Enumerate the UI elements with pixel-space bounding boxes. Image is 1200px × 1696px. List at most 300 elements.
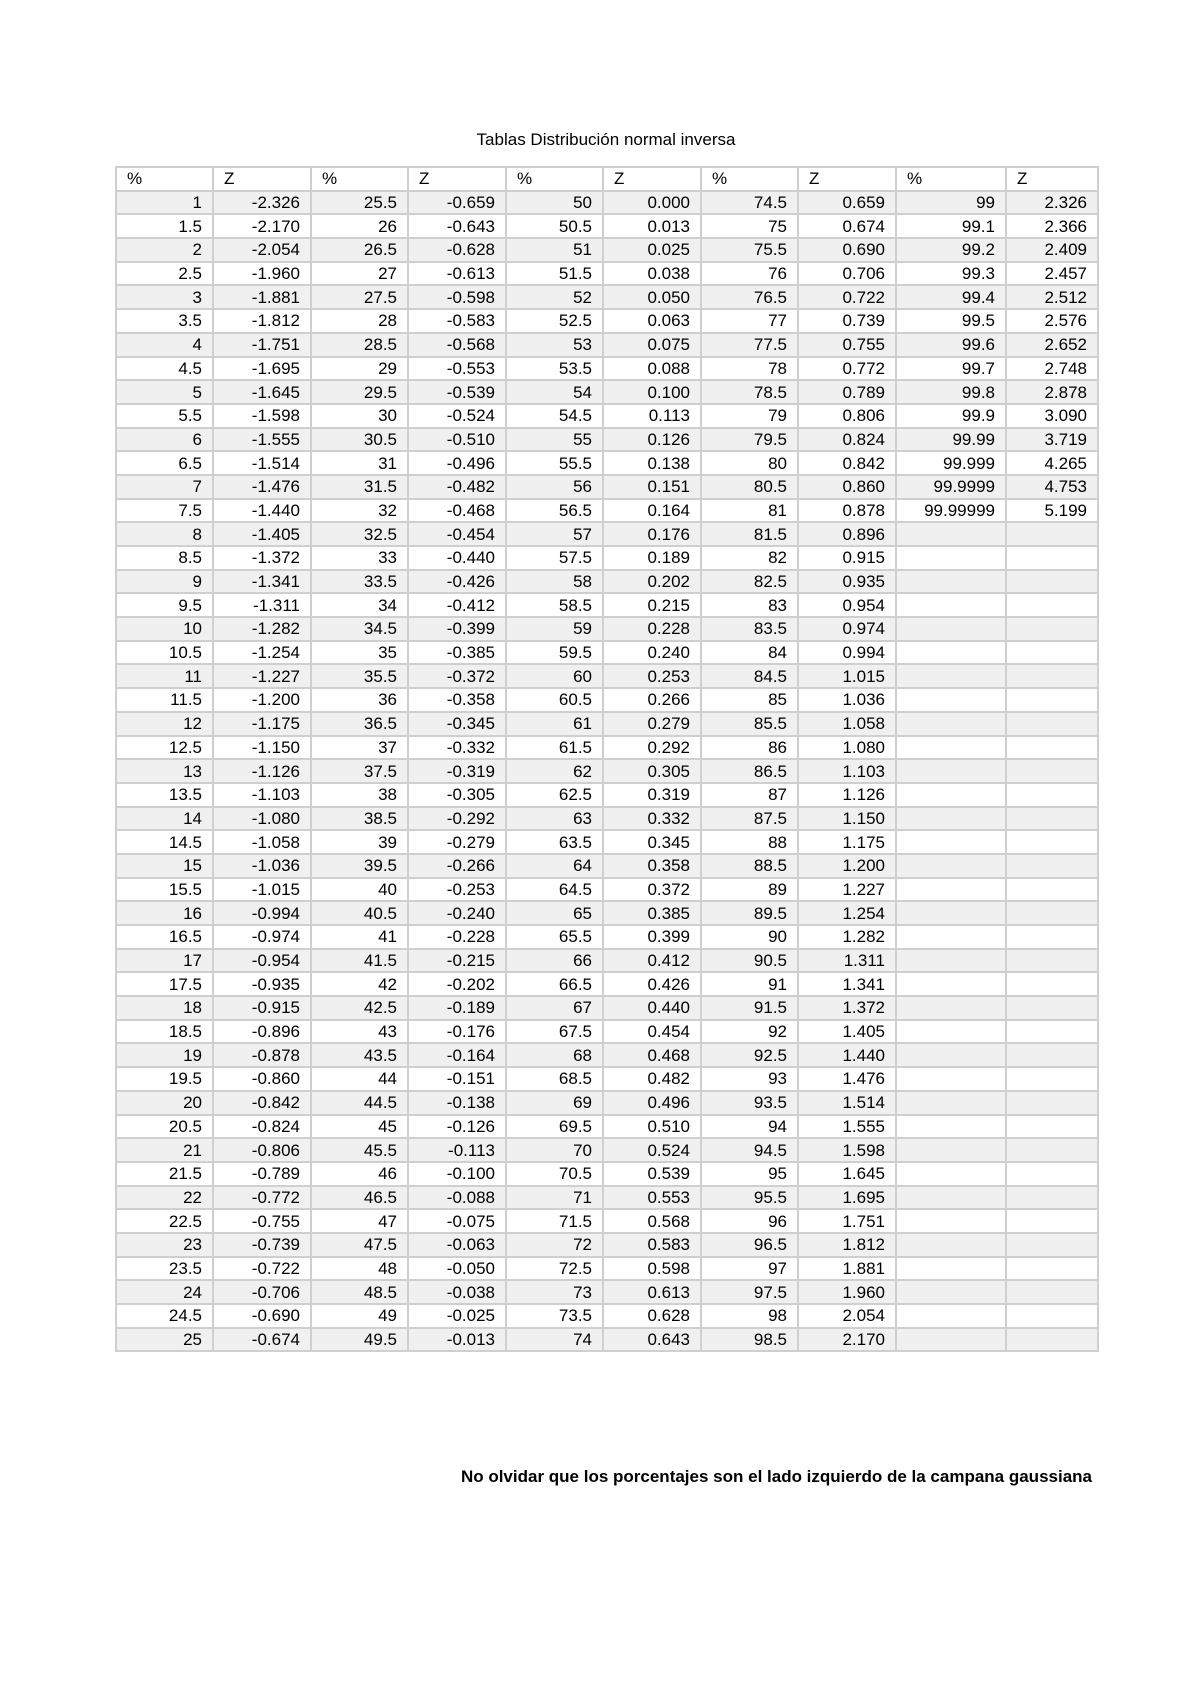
z-cell: -0.598 [408,285,506,309]
percent-cell [896,759,1006,783]
z-cell: 0.496 [603,1091,701,1115]
z-cell: 0.628 [603,1304,701,1328]
percent-cell: 93 [701,1067,798,1091]
z-cell [1006,570,1098,594]
percent-cell: 74.5 [701,191,798,215]
percent-cell: 63 [506,807,603,831]
z-cell: 1.405 [798,1020,896,1044]
header-z: Z [603,167,701,191]
z-cell: -0.332 [408,736,506,760]
table-row [116,712,1098,736]
z-cell: -0.113 [408,1138,506,1162]
percent-cell: 46 [311,1162,408,1186]
z-cell: -0.358 [408,688,506,712]
table-row [116,1067,1098,1091]
z-cell: -0.189 [408,996,506,1020]
percent-cell [896,949,1006,973]
percent-cell: 70.5 [506,1162,603,1186]
percent-cell: 26.5 [311,238,408,262]
header-z: Z [408,167,506,191]
z-cell: 1.341 [798,972,896,996]
z-cell: 0.038 [603,262,701,286]
z-cell: 2.054 [798,1304,896,1328]
percent-cell: 79.5 [701,428,798,452]
header-z: Z [1006,167,1098,191]
percent-cell: 97 [701,1257,798,1281]
z-cell [1006,830,1098,854]
z-cell: -1.372 [213,546,311,570]
z-cell: -2.170 [213,214,311,238]
z-cell: -1.341 [213,570,311,594]
percent-cell: 73.5 [506,1304,603,1328]
z-cell [1006,688,1098,712]
z-cell: 0.399 [603,925,701,949]
percent-cell [896,807,1006,831]
z-cell: -0.279 [408,830,506,854]
z-cell [1006,854,1098,878]
z-cell: 0.088 [603,357,701,381]
percent-cell [896,1257,1006,1281]
z-cell: -0.583 [408,309,506,333]
table-row [116,1138,1098,1162]
percent-cell: 29.5 [311,380,408,404]
z-cell [1006,1280,1098,1304]
percent-cell: 27.5 [311,285,408,309]
inverse-normal-table [115,166,1099,1352]
percent-cell: 89.5 [701,901,798,925]
percent-cell: 3.5 [116,309,213,333]
percent-cell: 22 [116,1186,213,1210]
percent-cell: 34.5 [311,617,408,641]
z-cell: 0.454 [603,1020,701,1044]
table-header-row [116,167,1098,191]
z-cell: -0.789 [213,1162,311,1186]
z-cell: -0.138 [408,1091,506,1115]
percent-cell: 99.1 [896,214,1006,238]
z-cell: -1.881 [213,285,311,309]
percent-cell: 67.5 [506,1020,603,1044]
table-row [116,1186,1098,1210]
z-cell: 5.199 [1006,499,1098,523]
z-cell: -0.292 [408,807,506,831]
percent-cell: 13.5 [116,783,213,807]
z-cell [1006,1115,1098,1139]
z-cell: 0.164 [603,499,701,523]
percent-cell [896,1209,1006,1233]
z-cell: 0.113 [603,404,701,428]
z-cell: 0.202 [603,570,701,594]
percent-cell: 78.5 [701,380,798,404]
table-row [116,1091,1098,1115]
z-cell: 0.345 [603,830,701,854]
z-cell: 0.440 [603,996,701,1020]
z-cell: -0.426 [408,570,506,594]
z-cell: -1.812 [213,309,311,333]
z-cell: 1.126 [798,783,896,807]
percent-cell: 88.5 [701,854,798,878]
table-row [116,783,1098,807]
percent-cell [896,1304,1006,1328]
percent-cell: 26 [311,214,408,238]
percent-cell: 28 [311,309,408,333]
z-cell: 1.080 [798,736,896,760]
z-cell: 0.189 [603,546,701,570]
percent-cell: 76.5 [701,285,798,309]
percent-cell: 99.5 [896,309,1006,333]
percent-cell: 94.5 [701,1138,798,1162]
z-cell: -0.063 [408,1233,506,1257]
z-cell [1006,1233,1098,1257]
z-cell: 0.896 [798,522,896,546]
z-cell: 1.372 [798,996,896,1020]
table-row [116,617,1098,641]
z-cell: 1.015 [798,664,896,688]
z-cell: -0.628 [408,238,506,262]
z-cell [1006,712,1098,736]
z-cell: -0.482 [408,475,506,499]
table-row [116,404,1098,428]
percent-cell: 48 [311,1257,408,1281]
percent-cell: 66 [506,949,603,973]
z-cell: -0.842 [213,1091,311,1115]
percent-cell: 99 [896,191,1006,215]
percent-cell: 23.5 [116,1257,213,1281]
z-cell: 0.305 [603,759,701,783]
z-cell: -0.176 [408,1020,506,1044]
z-cell: 1.150 [798,807,896,831]
z-cell: 1.476 [798,1067,896,1091]
percent-cell: 81.5 [701,522,798,546]
table-row [116,996,1098,1020]
z-cell: -0.772 [213,1186,311,1210]
percent-cell [896,593,1006,617]
header-z: Z [798,167,896,191]
percent-cell: 2.5 [116,262,213,286]
percent-cell [896,1020,1006,1044]
z-cell: 0.842 [798,451,896,475]
percent-cell: 99.4 [896,285,1006,309]
z-cell [1006,522,1098,546]
percent-cell [896,664,1006,688]
z-cell: 1.227 [798,878,896,902]
percent-cell: 40.5 [311,901,408,925]
percent-cell: 31 [311,451,408,475]
z-cell: 4.753 [1006,475,1098,499]
table-row [116,949,1098,973]
percent-cell: 95.5 [701,1186,798,1210]
percent-cell: 60 [506,664,603,688]
percent-cell [896,736,1006,760]
z-cell: 0.332 [603,807,701,831]
percent-cell: 46.5 [311,1186,408,1210]
percent-cell: 53.5 [506,357,603,381]
percent-cell: 88 [701,830,798,854]
z-cell: 0.215 [603,593,701,617]
z-cell: -0.345 [408,712,506,736]
percent-cell: 36 [311,688,408,712]
z-cell [1006,1138,1098,1162]
percent-cell: 47.5 [311,1233,408,1257]
table-row [116,214,1098,238]
z-cell: -0.013 [408,1328,506,1352]
percent-cell: 41 [311,925,408,949]
percent-cell: 83.5 [701,617,798,641]
z-cell: 4.265 [1006,451,1098,475]
percent-cell: 4 [116,333,213,357]
percent-cell: 85.5 [701,712,798,736]
percent-cell: 30 [311,404,408,428]
percent-cell: 54 [506,380,603,404]
percent-cell: 7 [116,475,213,499]
percent-cell: 99.99 [896,428,1006,452]
table-row [116,664,1098,688]
z-cell: 1.812 [798,1233,896,1257]
z-cell: 2.326 [1006,191,1098,215]
percent-cell: 82 [701,546,798,570]
percent-cell: 65 [506,901,603,925]
z-cell: 0.138 [603,451,701,475]
z-cell [1006,1020,1098,1044]
page-title: Tablas Distribución normal inversa [476,130,736,149]
z-cell: 1.175 [798,830,896,854]
z-cell: 1.036 [798,688,896,712]
percent-cell: 19.5 [116,1067,213,1091]
z-cell: 0.789 [798,380,896,404]
percent-cell: 96 [701,1209,798,1233]
percent-cell: 98 [701,1304,798,1328]
z-cell: 3.719 [1006,428,1098,452]
percent-cell: 5 [116,380,213,404]
z-cell: 0.151 [603,475,701,499]
percent-cell: 91.5 [701,996,798,1020]
percent-cell: 28.5 [311,333,408,357]
z-cell: 2.457 [1006,262,1098,286]
z-cell: 0.385 [603,901,701,925]
percent-cell: 37.5 [311,759,408,783]
percent-cell: 52 [506,285,603,309]
percent-cell: 33 [311,546,408,570]
z-cell [1006,1186,1098,1210]
z-cell [1006,807,1098,831]
percent-cell: 60.5 [506,688,603,712]
table-row [116,451,1098,475]
z-cell: -1.695 [213,357,311,381]
z-cell: 0.266 [603,688,701,712]
z-cell: -0.496 [408,451,506,475]
table-row [116,1257,1098,1281]
percent-cell: 71 [506,1186,603,1210]
z-cell: -0.253 [408,878,506,902]
z-cell: 0.613 [603,1280,701,1304]
percent-cell: 84 [701,641,798,665]
z-cell: -0.954 [213,949,311,973]
percent-cell: 15 [116,854,213,878]
percent-cell: 30.5 [311,428,408,452]
percent-cell: 45.5 [311,1138,408,1162]
z-cell: -0.454 [408,522,506,546]
z-cell: 0.050 [603,285,701,309]
percent-cell: 58.5 [506,593,603,617]
percent-cell: 61 [506,712,603,736]
z-cell: -0.075 [408,1209,506,1233]
z-cell [1006,972,1098,996]
percent-cell: 22.5 [116,1209,213,1233]
percent-cell: 50 [506,191,603,215]
z-cell: 0.915 [798,546,896,570]
z-cell: 0.598 [603,1257,701,1281]
percent-cell: 32 [311,499,408,523]
percent-cell: 16.5 [116,925,213,949]
z-cell: -0.755 [213,1209,311,1233]
percent-cell: 80 [701,451,798,475]
percent-cell: 68.5 [506,1067,603,1091]
percent-cell: 39 [311,830,408,854]
percent-cell: 1.5 [116,214,213,238]
z-cell: -1.311 [213,593,311,617]
percent-cell: 72.5 [506,1257,603,1281]
percent-cell: 59 [506,617,603,641]
z-cell: 0.524 [603,1138,701,1162]
z-cell [1006,925,1098,949]
percent-cell: 18 [116,996,213,1020]
z-cell: 0.659 [798,191,896,215]
percent-cell: 20 [116,1091,213,1115]
percent-cell: 52.5 [506,309,603,333]
z-cell: -0.228 [408,925,506,949]
z-cell: -0.706 [213,1280,311,1304]
z-cell: 2.878 [1006,380,1098,404]
z-cell: 0.253 [603,664,701,688]
percent-cell: 20.5 [116,1115,213,1139]
z-cell: 0.013 [603,214,701,238]
percent-cell: 51.5 [506,262,603,286]
percent-cell: 7.5 [116,499,213,523]
percent-cell: 75 [701,214,798,238]
z-cell [1006,593,1098,617]
percent-cell: 53 [506,333,603,357]
z-cell: 1.960 [798,1280,896,1304]
z-cell: 0.000 [603,191,701,215]
z-cell: -1.200 [213,688,311,712]
header-z: Z [213,167,311,191]
z-cell: -1.751 [213,333,311,357]
z-cell: 0.974 [798,617,896,641]
percent-cell: 19 [116,1043,213,1067]
percent-cell [896,1162,1006,1186]
z-cell: -1.440 [213,499,311,523]
header-percent: % [701,167,798,191]
percent-cell [896,570,1006,594]
percent-cell: 10 [116,617,213,641]
percent-cell: 2 [116,238,213,262]
table-row [116,570,1098,594]
percent-cell: 54.5 [506,404,603,428]
percent-cell: 83 [701,593,798,617]
percent-cell: 96.5 [701,1233,798,1257]
z-cell: 0.824 [798,428,896,452]
percent-cell: 12.5 [116,736,213,760]
z-cell: -1.476 [213,475,311,499]
z-cell: -0.994 [213,901,311,925]
table-row [116,641,1098,665]
percent-cell [896,1115,1006,1139]
table-row [116,1115,1098,1139]
z-cell: 0.553 [603,1186,701,1210]
table-row [116,925,1098,949]
z-cell [1006,1328,1098,1352]
z-cell [1006,546,1098,570]
z-cell: -0.440 [408,546,506,570]
percent-cell [896,1280,1006,1304]
percent-cell [896,1138,1006,1162]
z-cell: 0.954 [798,593,896,617]
z-cell [1006,1067,1098,1091]
z-cell: 1.695 [798,1186,896,1210]
z-cell: 0.806 [798,404,896,428]
z-cell: 2.409 [1006,238,1098,262]
z-cell: -2.054 [213,238,311,262]
percent-cell: 91 [701,972,798,996]
z-cell: 0.739 [798,309,896,333]
z-cell: -0.722 [213,1257,311,1281]
z-cell: 0.176 [603,522,701,546]
percent-cell: 4.5 [116,357,213,381]
percent-cell [896,641,1006,665]
z-cell: 1.058 [798,712,896,736]
z-cell: 3.090 [1006,404,1098,428]
z-cell [1006,736,1098,760]
table-row [116,475,1098,499]
z-cell: -0.038 [408,1280,506,1304]
z-cell: -0.088 [408,1186,506,1210]
z-cell: 0.279 [603,712,701,736]
z-cell: 0.412 [603,949,701,973]
table-row [116,807,1098,831]
table-row [116,688,1098,712]
z-cell: 2.366 [1006,214,1098,238]
percent-cell [896,878,1006,902]
table-body [116,191,1098,1352]
z-cell: 0.994 [798,641,896,665]
percent-cell: 5.5 [116,404,213,428]
table-row [116,1043,1098,1067]
percent-cell: 43 [311,1020,408,1044]
z-cell: -0.319 [408,759,506,783]
percent-cell: 98.5 [701,1328,798,1352]
z-cell [1006,783,1098,807]
percent-cell: 25.5 [311,191,408,215]
z-cell: 1.254 [798,901,896,925]
z-cell: 0.539 [603,1162,701,1186]
z-cell: 0.228 [603,617,701,641]
z-cell: -1.514 [213,451,311,475]
percent-cell: 57.5 [506,546,603,570]
z-cell: 0.100 [603,380,701,404]
z-cell: -0.690 [213,1304,311,1328]
z-cell: -0.659 [408,191,506,215]
z-cell: 0.510 [603,1115,701,1139]
table-row [116,1280,1098,1304]
percent-cell: 35.5 [311,664,408,688]
percent-cell: 41.5 [311,949,408,973]
percent-cell: 70 [506,1138,603,1162]
footnote: No olvidar que los porcentajes son el lado izquierdo de la campana gaussiana [460,1467,1092,1486]
percent-cell: 62 [506,759,603,783]
percent-cell: 73 [506,1280,603,1304]
percent-cell: 99.2 [896,238,1006,262]
z-cell: 1.645 [798,1162,896,1186]
z-cell: -0.674 [213,1328,311,1352]
